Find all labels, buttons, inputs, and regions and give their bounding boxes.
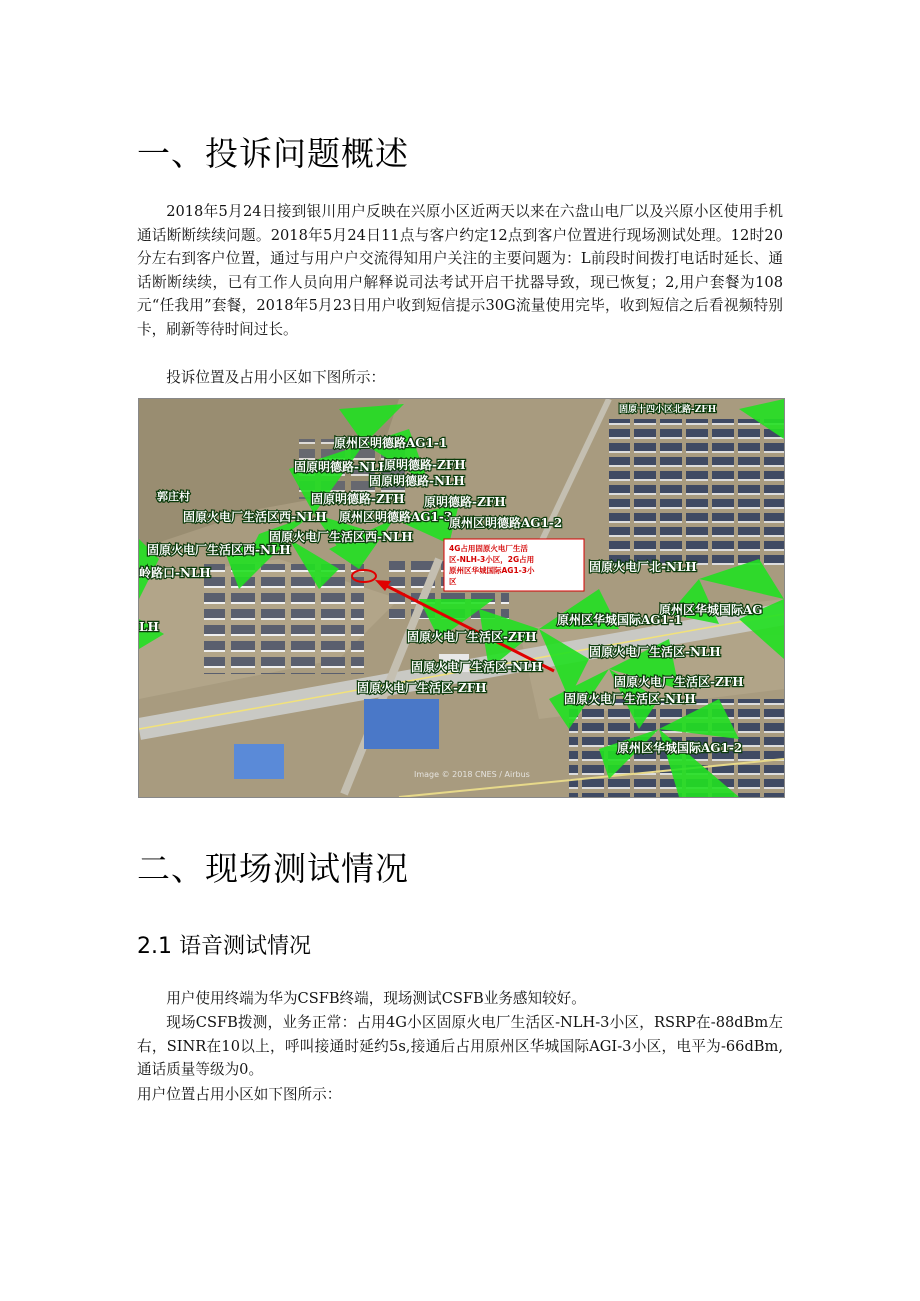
- callout-line-4: 区: [449, 577, 457, 586]
- terminal-paragraph: 用户使用终端为华为CSFB终端，现场测试CSFB业务感知较好。: [166, 990, 586, 1007]
- map-label: 原明德路-ZFH: [384, 458, 466, 472]
- blue-roof-building: [364, 699, 439, 749]
- map-label: 固原火电厂生活区-NLH: [564, 692, 696, 706]
- map-label: 原明德路-ZFH: [424, 495, 506, 509]
- map-label: 固原明德路-NLH: [294, 460, 390, 474]
- callout-line-2: 区-NLH-3小区，2G占用: [449, 555, 535, 564]
- map-label: 原州区华城国际AG1-2: [617, 741, 743, 755]
- map-label: 原州区明德路AG1-2: [449, 516, 563, 530]
- callout-line-1: 4G占用固原火电厂生活: [449, 544, 528, 553]
- map-label: 原州区华城国际AG: [659, 603, 763, 617]
- map-label: 固原火电厂生活区-NLH: [411, 660, 543, 674]
- imagery-credit: Image © 2018 CNES / Airbus: [414, 770, 530, 779]
- map-label: 固原火电厂生活区-ZFH: [614, 675, 744, 689]
- map-label: 固原火电厂生活区-ZFH: [407, 630, 537, 644]
- map-label: 原州区明德路AG1-3: [339, 510, 453, 524]
- map-label: 固原明德路-NLH: [369, 474, 465, 488]
- callout-line-3: 原州区华城国际AG1-3小: [449, 566, 535, 575]
- map-label: 固原火电厂生活区西-NLH: [183, 510, 327, 524]
- csfb-test-paragraph: 现场CSFB拨测，业务正常：占用4G小区固原火电厂生活区-NLH-3小区，RSRP在-88dBm左右，SINR在10以上，呼叫接通时延约5s,接通后占用原州区华城国际AGI-3小区，电平为-66dBm,通话质量等级为0。: [137, 1014, 783, 1079]
- figure-caption-1: 投诉位置及占用小区如下图所示：: [166, 369, 386, 386]
- section-2-title: 二、现场测试情况: [137, 849, 409, 888]
- subsection-2-1-title: 2.1 语音测试情况: [137, 934, 311, 959]
- map-label: 固原火电厂生活区西-NLH: [147, 543, 291, 557]
- map-label: 岭路口-NLH: [139, 566, 211, 580]
- map-label: 固原火电厂生活区-ZFH: [357, 681, 487, 695]
- map-label: 原州区明德路AG1-1: [334, 436, 448, 450]
- map-label: LH: [139, 620, 159, 634]
- map-label: 固原火电厂生活区-NLH: [589, 645, 721, 659]
- satellite-map-figure: [138, 398, 785, 798]
- map-label: 郭庄村: [157, 490, 190, 503]
- blue-roof-building-2: [234, 744, 284, 779]
- map-label: 固原火电厂北-NLH: [589, 560, 697, 574]
- section-1-title: 一、投诉问题概述: [137, 134, 409, 173]
- complaint-paragraph: 2018年5月24日接到银川用户反映在兴原小区近两天以来在六盘山电厂以及兴原小区使用手机通话断断续续问题。2018年5月24日11点与客户约定12点到客户位置进行现场测试处理。12时20分左右到客户位置，通过与用户户交流得知用户关注的主要问题为：L前段时间拨打电话时延长、通话断断续续，已有工作人员向用户解释说司法考试开启干扰器导致，现已恢复；2,用户套餐为108元“任我用”套餐，2018年5月23日用户收到短信提示30G流量使用完毕，收到短信之后看视频特别卡，刷新等待时间过长。: [137, 203, 783, 338]
- map-label: 固原十四小区北路-ZFH: [619, 405, 717, 415]
- figure-caption-2: 用户位置占用小区如下图所示：: [137, 1086, 342, 1103]
- map-label: 固原明德路-ZFH: [311, 492, 405, 506]
- map-label: 原州区华城国际AG1-1: [557, 613, 683, 627]
- map-svg: [139, 399, 784, 797]
- building-block-ne: [609, 419, 784, 569]
- building-block-w: [204, 564, 364, 674]
- map-label: 固原火电厂生活区西-NLH: [269, 530, 413, 544]
